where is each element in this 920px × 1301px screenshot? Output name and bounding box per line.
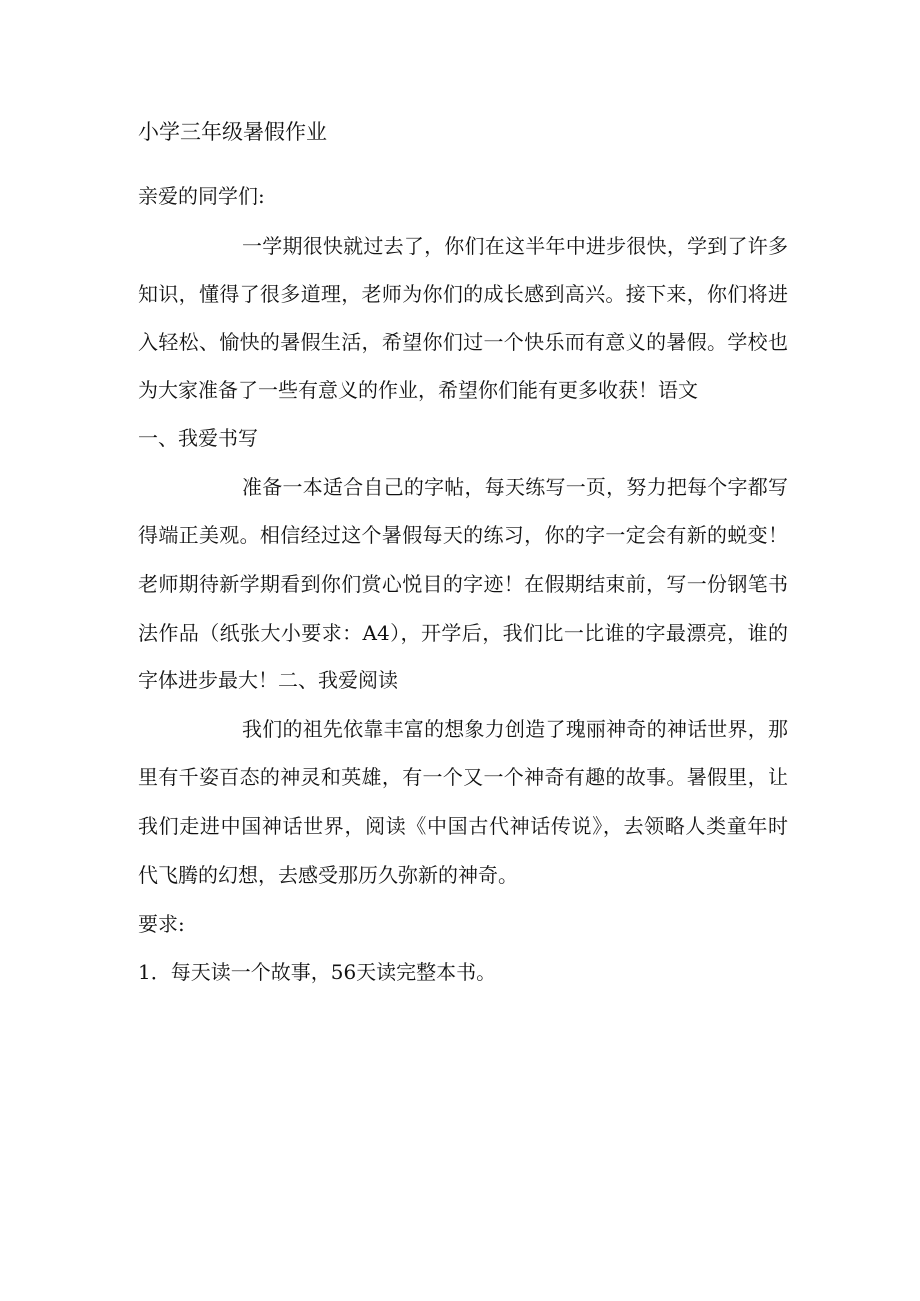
writing-line: 准备一本适合自己的字帖，每天练写一页，努力把每个字都写	[242, 475, 788, 499]
intro-line: 知识，懂得了很多道理，老师为你们的成长感到高兴。接下来，你们将进	[138, 282, 788, 306]
reading-line: 我们的祖先依靠丰富的想象力创造了瑰丽神奇的神话世界，那	[242, 717, 788, 741]
requirements-label: 要求:	[138, 912, 185, 936]
writing-line: 法作品（纸张大小要求：A4），开学后，我们比一比谁的字最漂亮，谁的	[138, 621, 788, 645]
writing-line: 老师期待新学期看到你们赏心悦目的字迹！在假期结束前，写一份钢笔书	[138, 572, 788, 596]
reading-line: 里有千姿百态的神灵和英雄，有一个又一个神奇有趣的故事。暑假里，让	[138, 765, 788, 789]
requirement-item: 1．每天读一个故事，56天读完整本书。	[138, 960, 497, 984]
writing-line: 得端正美观。相信经过这个暑假每天的练习，你的字一定会有新的蜕变！	[138, 523, 788, 547]
section-heading-writing: 一、我爱书写	[138, 426, 258, 450]
reading-line: 代飞腾的幻想，去感受那历久弥新的神奇。	[138, 863, 518, 887]
intro-line: 入轻松、愉快的暑假生活，希望你们过一个快乐而有意义的暑假。学校也	[138, 330, 788, 354]
writing-line: 字体进步最大！二、我爱阅读	[138, 668, 398, 692]
greeting: 亲爱的同学们:	[138, 184, 265, 208]
intro-line: 一学期很快就过去了，你们在这半年中进步很快，学到了许多	[242, 234, 788, 258]
document-title: 小学三年级暑假作业	[138, 120, 327, 144]
reading-line: 我们走进中国神话世界，阅读《中国古代神话传说》，去领略人类童年时	[138, 814, 788, 838]
intro-line: 为大家准备了一些有意义的作业，希望你们能有更多收获！语文	[138, 378, 698, 402]
